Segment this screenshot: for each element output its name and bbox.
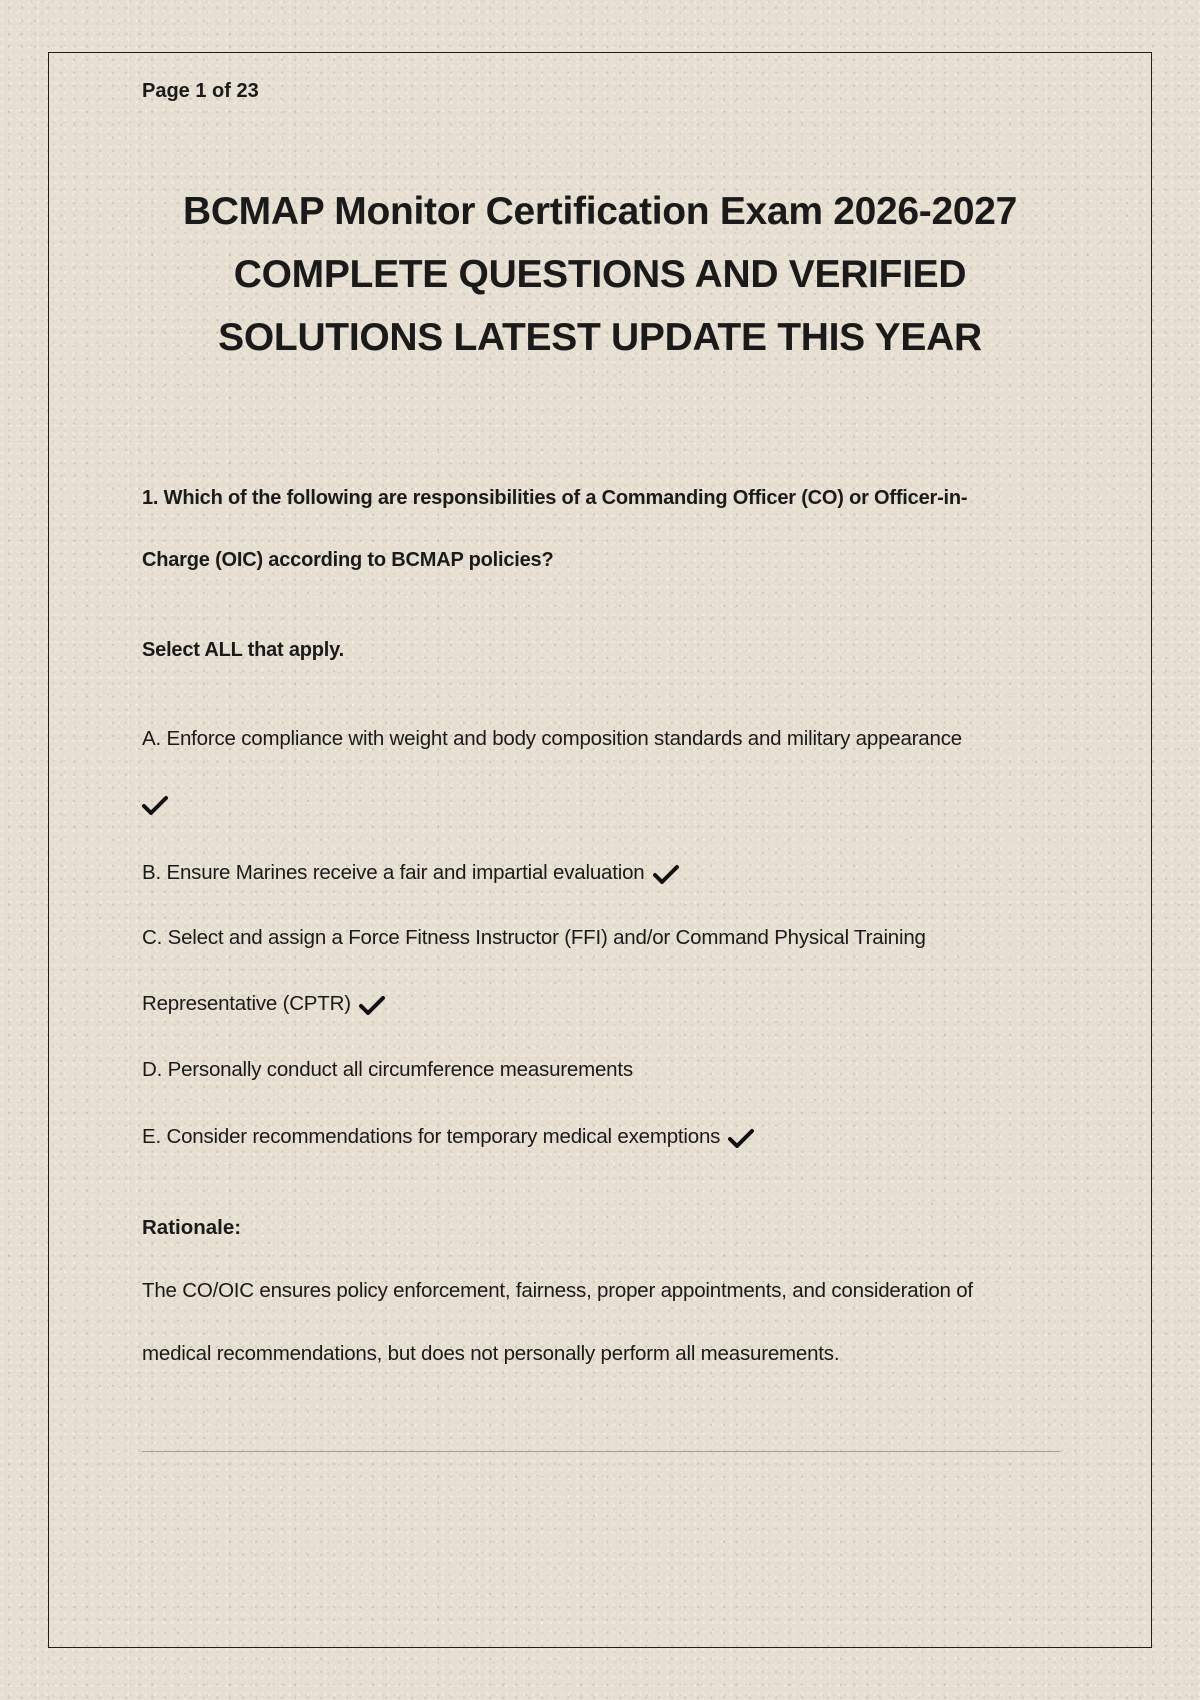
- question-text-line-1: 1. Which of the following are responsibilities of a Commanding Officer (CO) or Officer-in-: [142, 487, 968, 509]
- rationale-text-line-2: medical recommendations, but does not personally perform all measurements.: [142, 1342, 840, 1365]
- title-line-3: SOLUTIONS LATEST UPDATE THIS YEAR: [218, 316, 982, 359]
- option-d: [142, 1058, 633, 1082]
- title-line-1: BCMAP Monitor Certification Exam 2026-2027: [182, 190, 1018, 233]
- rationale-label: Rationale:: [142, 1216, 242, 1239]
- checkmark-icon: [359, 995, 385, 1015]
- page-number: Page 1 of 23: [142, 80, 259, 102]
- question-instruction: Select ALL that apply.: [142, 639, 344, 661]
- document-title: [100, 180, 1100, 369]
- option-c-line-1: [142, 926, 926, 950]
- option-a-text: A. Enforce compliance with weight and body composition standards and military appearance: [142, 727, 962, 750]
- option-c-text-cont: Representative (CPTR): [142, 992, 351, 1015]
- option-e-text: E. Consider recommendations for temporary medical exemptions: [142, 1125, 721, 1148]
- option-b: [142, 861, 679, 885]
- question-text-line-2: Charge (OIC) according to BCMAP policies?: [142, 549, 554, 571]
- title-line-2: COMPLETE QUESTIONS AND VERIFIED: [233, 253, 967, 296]
- option-a-check-row: [142, 792, 168, 816]
- option-e: [142, 1125, 754, 1149]
- rationale-text-line-1: The CO/OIC ensures policy enforcement, fairness, proper appointments, and consideration of: [142, 1279, 973, 1302]
- option-c-line-2: [142, 992, 385, 1016]
- section-divider: [142, 1451, 1060, 1452]
- option-a: [142, 727, 962, 751]
- option-b-text: B. Ensure Marines receive a fair and impartial evaluation: [142, 861, 645, 884]
- checkmark-icon: [142, 795, 168, 815]
- option-d-text: D. Personally conduct all circumference measurements: [142, 1058, 633, 1081]
- checkmark-icon: [728, 1128, 754, 1148]
- checkmark-icon: [653, 864, 679, 884]
- option-c-text: C. Select and assign a Force Fitness Instructor (FFI) and/or Command Physical Training: [142, 926, 926, 949]
